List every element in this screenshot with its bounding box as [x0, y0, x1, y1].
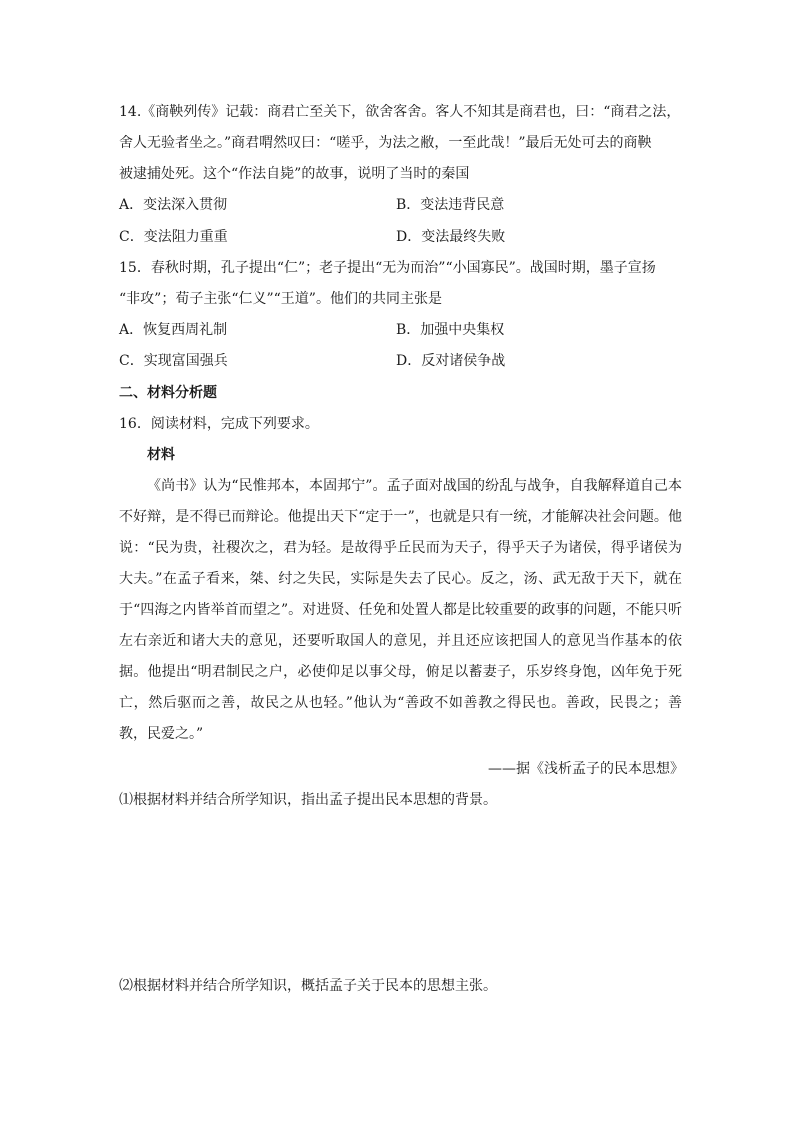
q14-stem-line-3: 被逮捕处死。这个“作法自毙”的故事，说明了当时的秦国: [119, 166, 470, 182]
q15-option-a: A．恢复西周礼制: [119, 322, 228, 338]
q15-stem-line-1: 15．春秋时期，孔子提出“仁”；老子提出“无为而治”“小国寡民”。战国时期，墨子宣扬: [119, 260, 656, 276]
q14-option-b: B．变法违背民意: [396, 197, 505, 213]
q16-sub-question-2: ⑵根据材料并结合所学知识，概括孟子关于民本的思想主张。: [119, 978, 497, 994]
q16-material-text: 《尚书》认为“民惟邦本，本固邦宁”。孟子面对战国的纷乱与战争，自我解释道自己本不好辩，是不得已而辩论。他提出天下“定于一”，也就是只有一统，才能解决社会问题。他说：“民为贵，社稷次之，君为轻。是故得乎丘民而为天子，得乎天子为诸侯，得乎诸侯为大夫。”在孟子看来，桀、纣之失民，实际是失去了民心。反之，汤、武无敌于天下，就在于“四海之内皆举首而望之”。对进贤、任免和处置人都是比较重要的政事的问题，不能只听左右亲近和诸大夫的意见，还要听取国人的意见，并且还应该把国人的意见当作基本的依据。他提出“明君制民之户，必使仰足以事父母，俯足以蓄妻子，乐岁终身饱，凶年免于死亡，然后驱而之善，故民之从也轻。”他认为“善政不如善教之得民也。善政，民畏之；善教，民爱之。”: [119, 478, 682, 742]
q16-stem: 16．阅读材料，完成下列要求。: [119, 416, 319, 432]
q15-option-d: D．反对诸侯争战: [396, 353, 506, 369]
q14-option-d: D．变法最终失败: [396, 229, 506, 245]
q14-stem-line-2: 舍人无验者坐之。”商君喟然叹曰：“嗟乎，为法之敝，一至此哉！”最后无处可去的商鞅: [119, 135, 652, 151]
q16-sub-question-1: ⑴根据材料并结合所学知识，指出孟子提出民本思想的背景。: [119, 792, 497, 808]
q15-stem-line-2: “非攻”；荀子主张“仁义”“王道”。他们的共同主张是: [119, 291, 442, 307]
q16-source: ——据《浅析孟子的民本思想》: [488, 761, 684, 777]
q15-option-c: C．实现富国强兵: [119, 353, 228, 369]
q15-option-b: B．加强中央集权: [396, 322, 505, 338]
q14-stem-line-1: 14.《商鞅列传》记载：商君亡至关下，欲舍客舍。客人不知其是商君也，曰：“商君之法，: [119, 104, 681, 120]
section-heading: 二、材料分析题: [119, 385, 217, 401]
q16-material-label: 材料: [147, 447, 175, 463]
q14-option-a: A．变法深入贯彻: [119, 197, 228, 213]
q14-option-c: C．变法阻力重重: [119, 229, 228, 245]
